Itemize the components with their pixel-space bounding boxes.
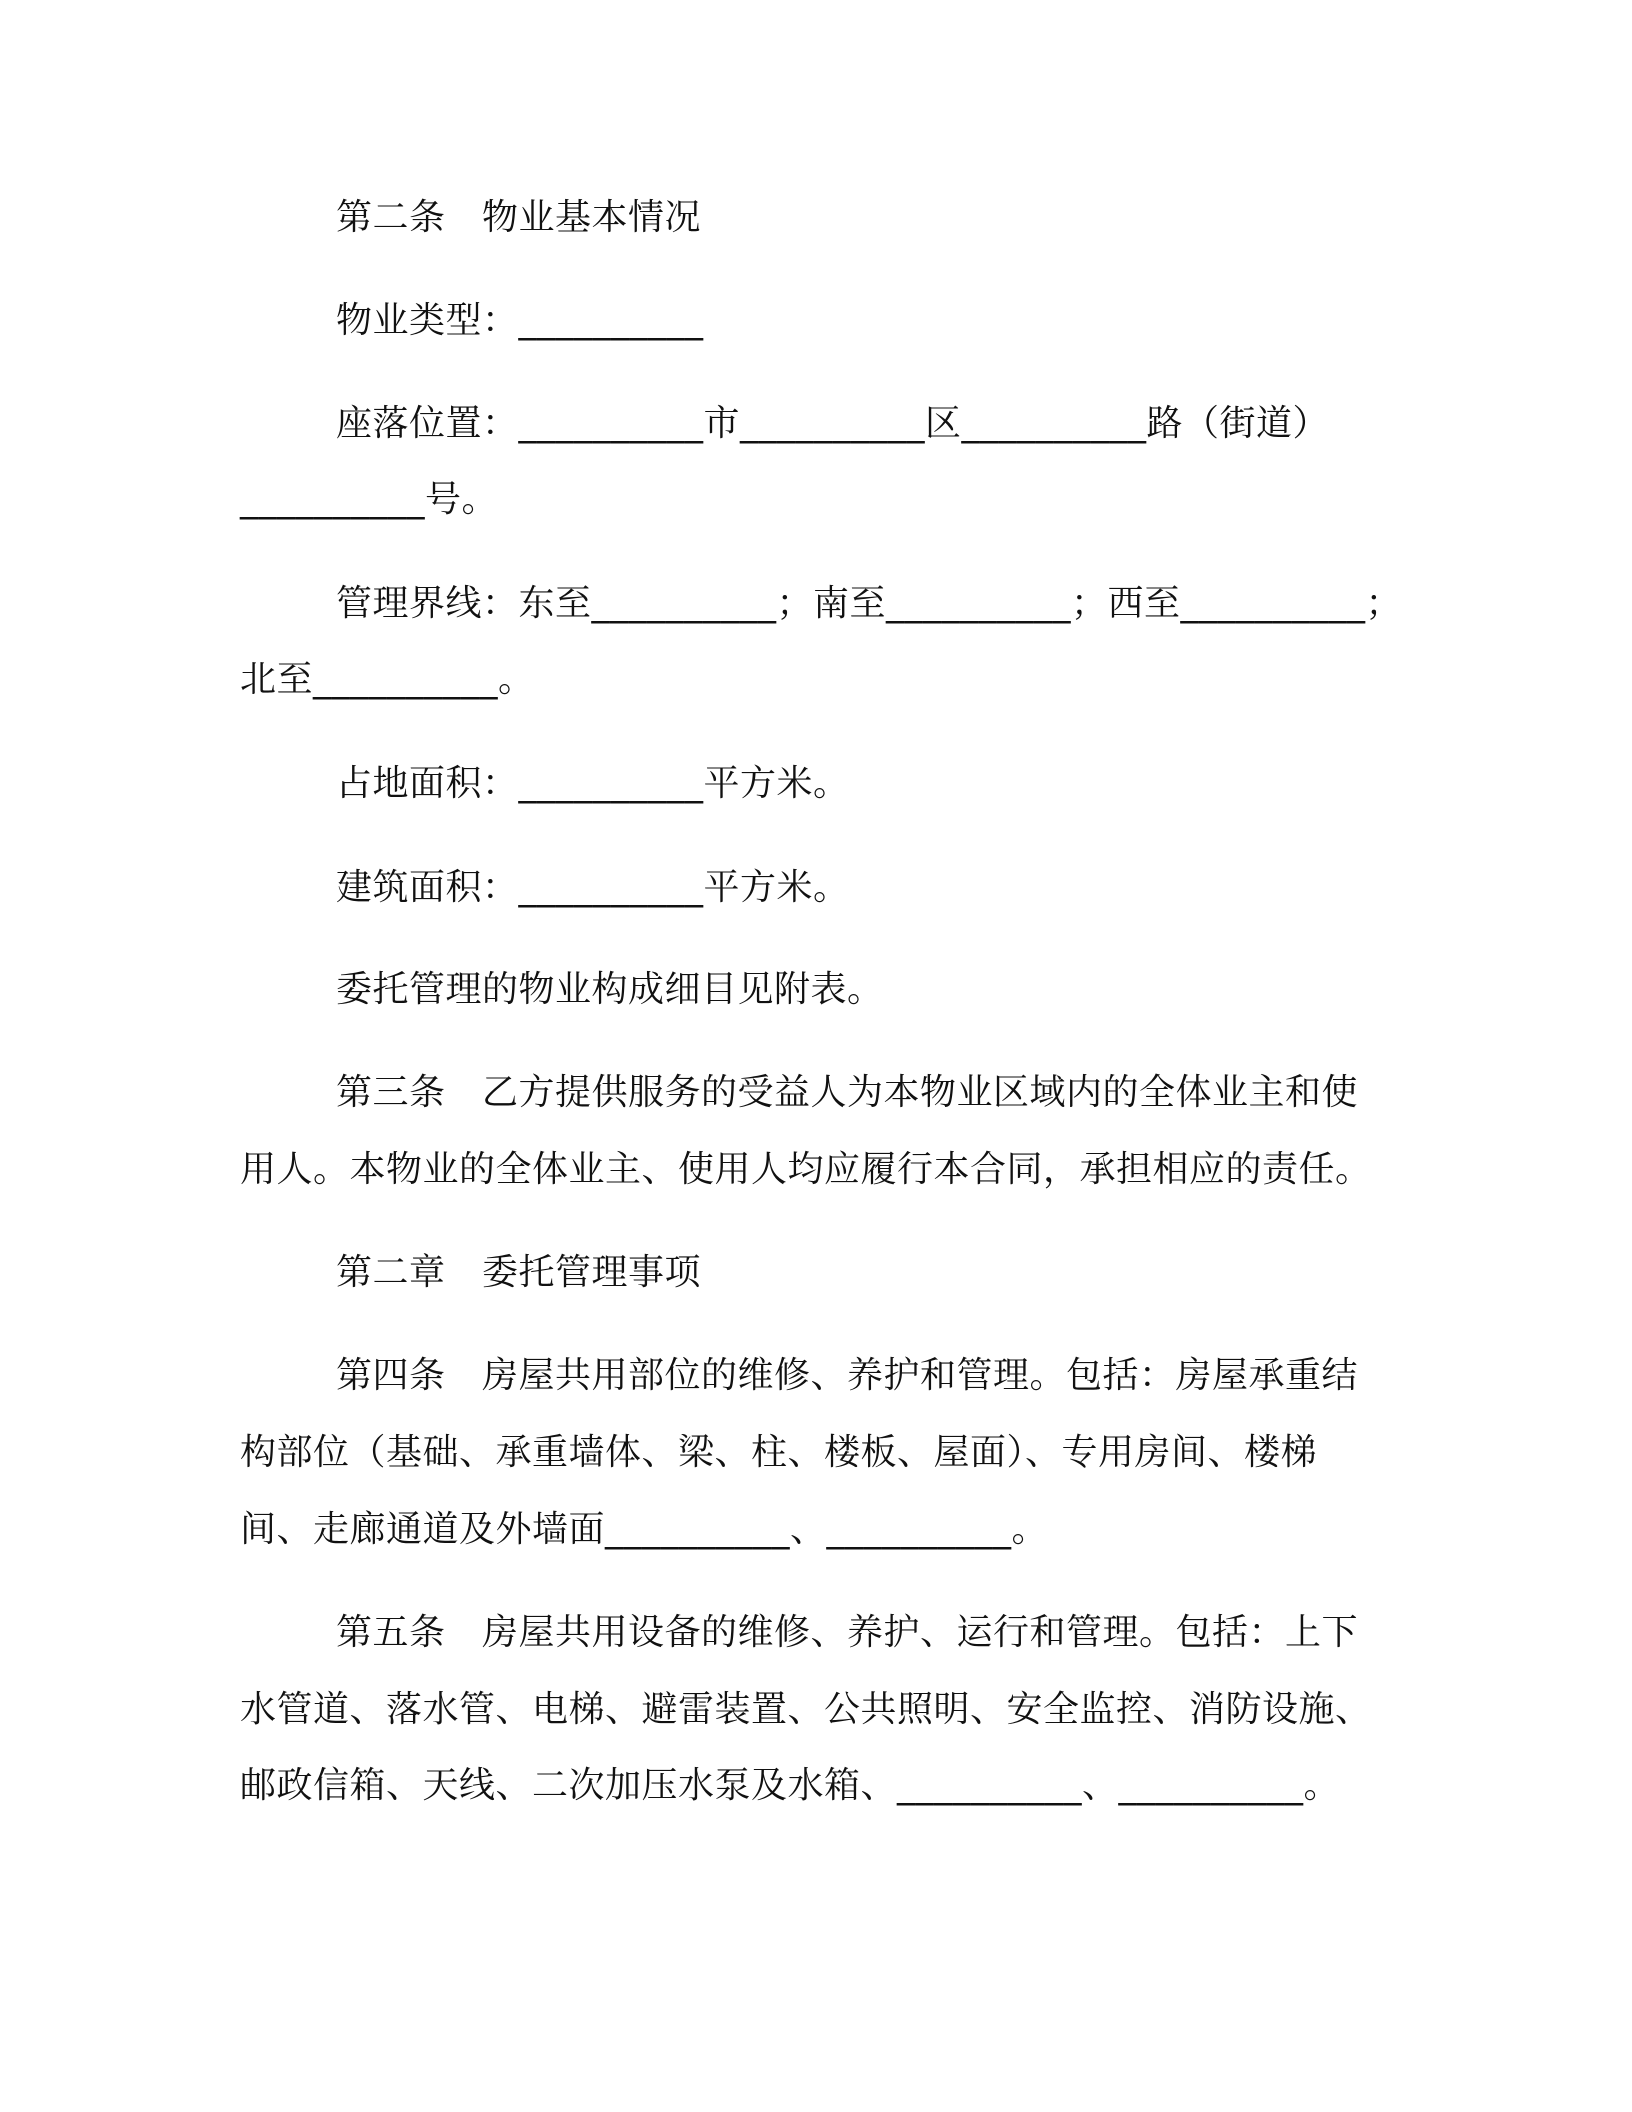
location-line-cont: __________号。 <box>240 479 499 520</box>
article-4-line-2: 构部位（基础、承重墙体、梁、柱、楼板、屋面）、专用房间、楼梯 <box>240 1432 1318 1473</box>
article-5-line-3: 邮政信箱、天线、二次加压水泵及水箱、__________、__________。 <box>240 1765 1341 1806</box>
article-3-line-2: 用人。本物业的全体业主、使用人均应履行本合同，承担相应的责任。 <box>240 1149 1372 1190</box>
boundary-line-cont: 北至__________。 <box>240 659 535 700</box>
property-type-line: 物业类型：__________ <box>336 300 704 341</box>
building-area-line: 建筑面积：__________平方米。 <box>336 867 850 908</box>
article-5-line-1: 第五条 房屋共用设备的维修、养护、运行和管理。包括：上下 <box>336 1612 1359 1653</box>
article-2-heading: 第二条 物业基本情况 <box>336 197 702 238</box>
boundary-line: 管理界线：东至__________；南至__________；西至__________； <box>336 583 1403 624</box>
appendix-note: 委托管理的物业构成细目见附表。 <box>336 969 884 1010</box>
land-area-line: 占地面积：__________平方米。 <box>336 763 850 804</box>
article-5-line-2: 水管道、落水管、电梯、避雷装置、公共照明、安全监控、消防设施、 <box>240 1689 1372 1730</box>
article-4-line-1: 第四条 房屋共用部位的维修、养护和管理。包括：房屋承重结 <box>336 1355 1359 1396</box>
article-4-line-3: 间、走廊通道及外墙面__________、__________。 <box>240 1509 1049 1550</box>
location-line: 座落位置：__________市__________区__________路（街道） <box>336 403 1330 444</box>
chapter-2-heading: 第二章 委托管理事项 <box>336 1252 702 1293</box>
article-3-line-1: 第三条 乙方提供服务的受益人为本物业区域内的全体业主和使 <box>336 1072 1359 1113</box>
